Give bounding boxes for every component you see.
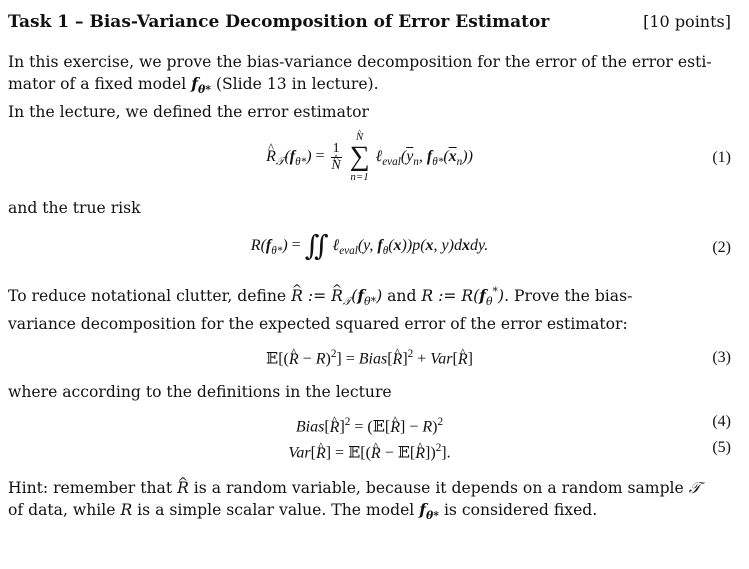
hint-line-2-mid: is a simple scalar value. The model xyxy=(137,501,415,520)
task-header xyxy=(8,12,731,32)
equation-1-body: ^ $R_𝒯(f_{\theta*})$ = 1 ^ N ^ N ∑ n=1 $\ell_{eval}(\overline{y}_n$, $f_{\theta*}(\overline{x}_n)$) xyxy=(8,123,731,183)
equation-3-number: (3) xyxy=(712,349,731,367)
reduce-line-1-mid: and xyxy=(387,287,417,306)
reduce-paragraph: To reduce notational clutter, define ^ R := ^ $R_𝒯(f_{\theta*})$ and R := $R(f_\theta^*)$. Prove the bias- variance decomposition for the expected squared error of the error estimator: xyxy=(8,281,731,335)
equation-2 xyxy=(8,223,731,273)
where-text: where according to the definitions in the lecture xyxy=(8,383,392,402)
equation-4-body: Bias[^ R]$^2$ = (𝔼[^ R] − R)$^2$ xyxy=(8,409,731,440)
hint-line-2-suffix: is considered fixed. xyxy=(443,501,598,520)
equation-5-body: Var[^ R] = 𝔼[(^ R − 𝔼[^ R])$^2$]. xyxy=(8,435,731,466)
equation-4-number: (4) xyxy=(712,413,731,431)
hint-line-2-prefix: of data, while xyxy=(8,501,116,520)
intro-line-3: In the lecture, we defined the error estimator xyxy=(8,103,369,122)
true-risk-text: and the true risk xyxy=(8,199,141,218)
equation-3-body: 𝔼[(^ R − R)$^2$] = Bias[^ R]$^2$ + Var[^ R] xyxy=(8,341,731,372)
reduce-line-2: variance decomposition for the expected squared error of the error estimator: xyxy=(8,315,628,334)
task-points: [10 points] xyxy=(643,12,731,31)
intro-line-2-suffix: (Slide 13 in lecture). xyxy=(215,75,379,93)
reduce-line-1-prefix: To reduce notational clutter, define xyxy=(8,287,287,306)
intro-line-2-prefix: mator of a fixed model xyxy=(8,75,187,93)
model-symbol: $f_{\theta*}$ xyxy=(191,74,211,97)
reduce-line-1-suffix: . Prove the bias- xyxy=(504,287,633,306)
intro-line-1: In this exercise, we prove the bias-variance decomposition for the error of the error esti- xyxy=(8,53,712,71)
hint-paragraph: Hint: remember that ^ R is a random variable, because it depends on a random sample 𝒯 of data, while R is a simple scalar value. The model $f_{\theta*}$ is considered fixed. xyxy=(8,477,731,527)
hint-line-1-prefix: Hint: remember that xyxy=(8,479,173,498)
equation-2-number: (2) xyxy=(712,239,731,257)
equation-4 xyxy=(8,409,731,435)
equation-3 xyxy=(8,341,731,375)
task-title: Task 1 – Bias-Variance Decomposition of Error Estimator xyxy=(8,12,550,32)
equation-5-number: (5) xyxy=(712,439,731,457)
equation-2-body: $R(f_{\theta*})$ = ∬ ℓ$_{eval}$(y, $f_\theta(x))p(x$, y)dxdy. xyxy=(250,231,489,263)
intro-paragraph xyxy=(8,51,731,123)
equation-1 xyxy=(8,123,731,193)
equation-5 xyxy=(8,435,731,461)
hint-line-1-suffix: is a random variable, because it depends on a random sample xyxy=(193,479,684,498)
equation-1-number: (1) xyxy=(712,149,731,167)
